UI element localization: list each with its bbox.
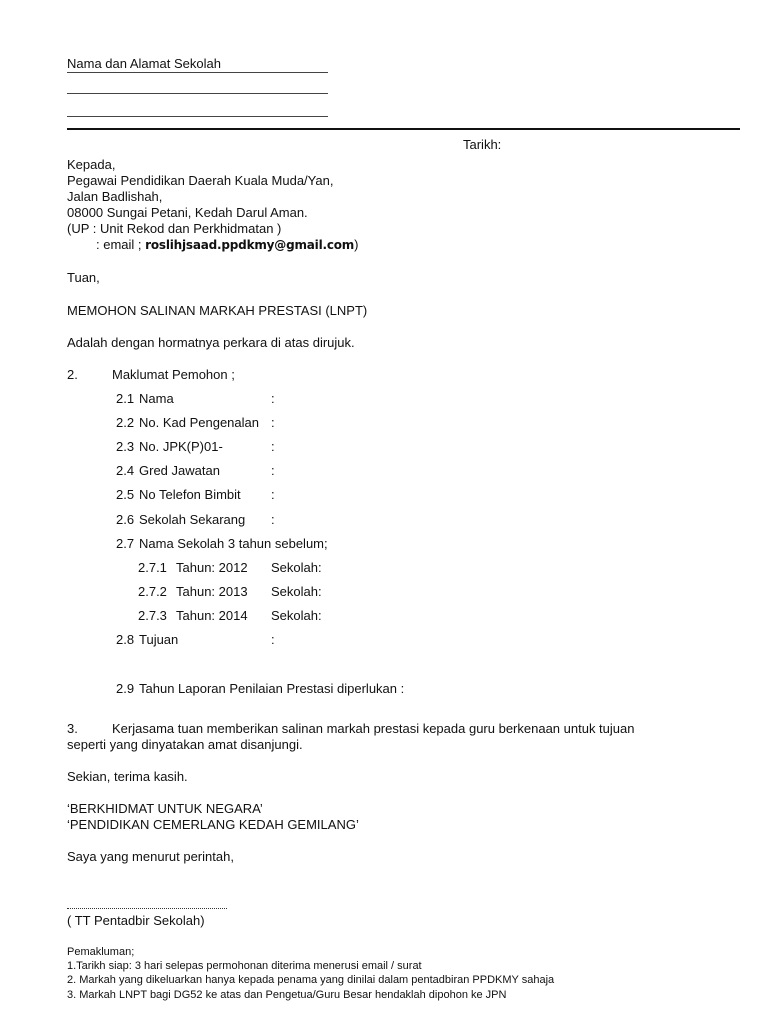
item-colon: : (271, 487, 275, 502)
salutation: Tuan, (67, 270, 100, 285)
recipient-email-line (96, 237, 358, 253)
school-line-2 (67, 93, 328, 94)
subitem-school: Sekolah: (271, 608, 322, 623)
item-label-report-year: Tahun Laporan Penilaian Prestasi diperlukan : (139, 681, 405, 696)
item-label-phone: No Telefon Bimbit (139, 487, 241, 502)
item-num: 2.9 (116, 681, 135, 696)
section3-line2: seperti yang dinyatakan amat disanjungi. (67, 737, 303, 752)
school-line-3 (67, 116, 328, 117)
section3-number: 3. (67, 721, 78, 736)
note-item: 3. Markah LNPT bagi DG52 ke atas dan Pengetua/Guru Besar hendaklah dipohon ke JPN (67, 989, 507, 1001)
item-colon: : (271, 463, 275, 478)
recipient-line3: 08000 Sungai Petani, Kedah Darul Aman. (67, 205, 308, 220)
closing-line: Sekian, terima kasih. (67, 769, 188, 784)
recipient-to: Kepada, (67, 157, 116, 172)
subitem-school: Sekolah: (271, 560, 322, 575)
subitem-num: 2.7.2 (138, 584, 167, 599)
subitem-year: Tahun: 2014 (176, 608, 248, 623)
section2-title: Maklumat Pemohon ; (112, 367, 235, 382)
header-divider (67, 128, 740, 130)
note-item: 2. Markah yang dikeluarkan hanya kepada penama yang dinilai dalam pentadbiran PPDKMY sahaja (67, 974, 555, 986)
item-num: 2.1 (116, 391, 135, 406)
subitem-num: 2.7.1 (138, 560, 167, 575)
item-num: 2.3 (116, 439, 135, 454)
email-prefix: : email ; (96, 237, 146, 252)
signature-label: ( TT Pentadbir Sekolah) (67, 913, 205, 928)
item-label-ic: No. Kad Pengenalan (139, 415, 259, 430)
subitem-year: Tahun: 2012 (176, 560, 248, 575)
item-label-jpk: No. JPK(P)01- (139, 439, 223, 454)
item-colon: : (271, 632, 275, 647)
item-num: 2.5 (116, 487, 135, 502)
opening-line: Adalah dengan hormatnya perkara di atas dirujuk. (67, 335, 355, 350)
subject-line: MEMOHON SALINAN MARKAH PRESTASI (LNPT) (67, 303, 368, 318)
school-name-label: Nama dan Alamat Sekolah (67, 56, 221, 71)
email-address: roslihjsaad.ppdkmy@gmail.com (145, 238, 355, 252)
item-label-nama: Nama (139, 391, 174, 406)
subitem-year: Tahun: 2013 (176, 584, 248, 599)
signature-line (67, 908, 227, 909)
item-num: 2.7 (116, 536, 135, 551)
item-colon: : (271, 415, 275, 430)
item-label-purpose: Tujuan (139, 632, 179, 647)
item-colon: : (271, 391, 275, 406)
item-num: 2.8 (116, 632, 135, 647)
item-num: 2.4 (116, 463, 135, 478)
date-label: Tarikh: (463, 137, 502, 152)
subitem-num: 2.7.3 (138, 608, 167, 623)
item-label-prev-schools: Nama Sekolah 3 tahun sebelum; (139, 536, 328, 551)
school-line-1 (67, 72, 328, 73)
item-num: 2.2 (116, 415, 135, 430)
section3-line1: Kerjasama tuan memberikan salinan markah prestasi kepada guru berkenaan untuk tujuan (112, 721, 635, 736)
sign-off: Saya yang menurut perintah, (67, 849, 234, 864)
item-num: 2.6 (116, 512, 135, 527)
note-item: 1.Tarikh siap: 3 hari selepas permohonan diterima menerusi email / surat (67, 960, 422, 972)
item-label-school: Sekolah Sekarang (139, 512, 246, 527)
recipient-line2: Jalan Badlishah, (67, 189, 163, 204)
recipient-line1: Pegawai Pendidikan Daerah Kuala Muda/Yan, (67, 173, 334, 188)
item-colon: : (271, 439, 275, 454)
notes-title: Pemakluman; (67, 946, 135, 958)
subitem-school: Sekolah: (271, 584, 322, 599)
motto-2: ‘PENDIDIKAN CEMERLANG KEDAH GEMILANG’ (67, 817, 359, 832)
item-colon: : (271, 512, 275, 527)
item-label-gred: Gred Jawatan (139, 463, 220, 478)
email-suffix: ) (354, 237, 359, 252)
recipient-attention: (UP : Unit Rekod dan Perkhidmatan ) (67, 221, 282, 236)
motto-1: ‘BERKHIDMAT UNTUK NEGARA’ (67, 801, 263, 816)
section2-number: 2. (67, 367, 78, 382)
